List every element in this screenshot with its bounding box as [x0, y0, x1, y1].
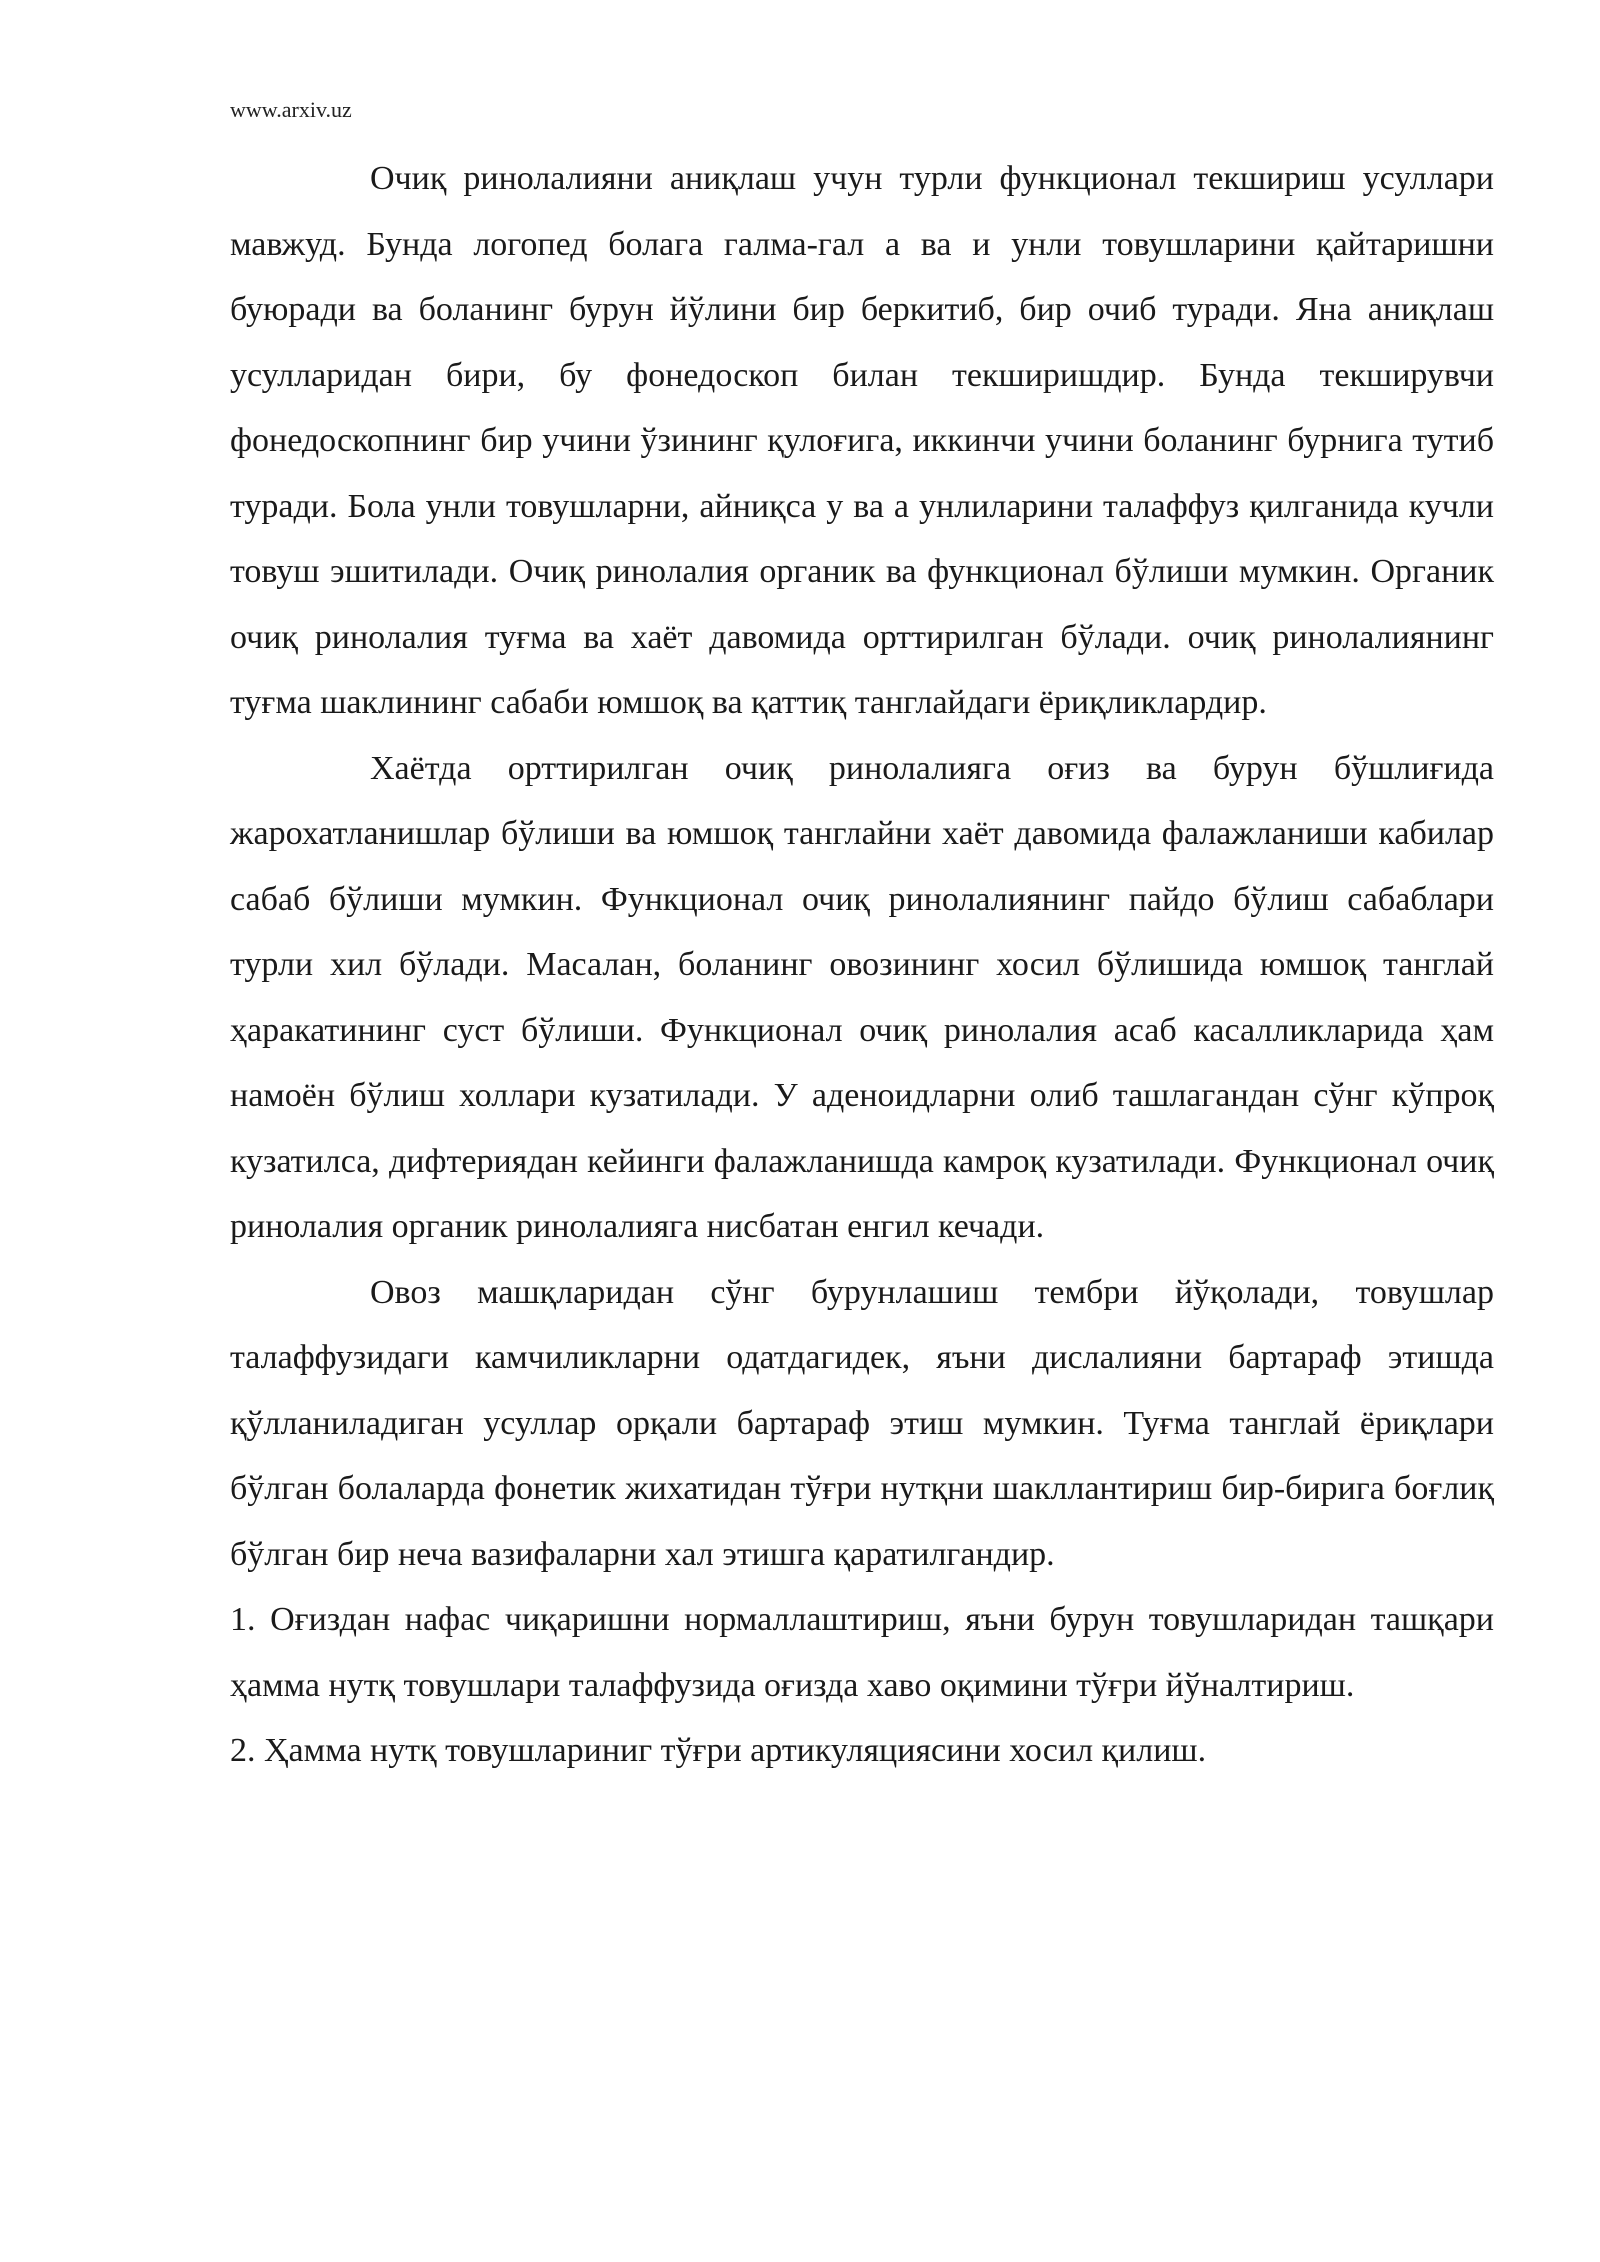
list-item-2: 2. Ҳамма нутқ товушлариниг тўғри артикуляциясини хосил қилиш.: [230, 1732, 1207, 1769]
paragraph-1: Очиқ ринолалияни аниқлаш учун турли функционал текшириш усуллари мавжуд. Бунда логопед болага галма-гал а ва и унли товушларини қайтаришни буюради ва боланинг бурун йўлини бир беркитиб, бир очиб туради. Яна аниқлаш усулларидан бири, бу фонедоскоп билан текширишдир. Бунда текширувчи фонедоскопнинг бир учини ўзининг қулоғига, иккинчи учини боланинг бурнига тутиб туради. Бола унли товушларни, айниқса у ва а унлиларини талаффуз қилганида кучли товуш эшитилади. Очиқ ринолалия органик ва функционал бўлиши мумкин. Органик очиқ ринолалия туғма ва хаёт давомида орттирилган бўлади. очиқ ринолалиянинг туғма шаклининг сабаби юмшоқ ва қаттиқ танглайдаги ёриқликлардир.: [230, 160, 1494, 721]
paragraph-2: Хаётда орттирилган очиқ ринолалияга оғиз ва бурун бўшлиғида жарохатланишлар бўлиши ва юмшоқ танглайни хаёт давомида фалажланиши кабилар сабаб бўлиши мумкин. Функционал очиқ ринолалиянинг пайдо бўлиш сабаблари турли хил бўлади. Масалан, боланинг овозининг хосил бўлишида юмшоқ танглай ҳаракатининг суст бўлиши. Функционал очиқ ринолалия асаб касалликларида ҳам намоён бўлиш холлари кузатилади. У аденоидларни олиб ташлагандан сўнг кўпроқ кузатилса, дифтериядан кейинги фалажланишда камроқ кузатилади. Функционал очиқ ринолалия органик ринолалияга нисбатан енгил кечади.: [230, 749, 1494, 1245]
header-site-url: www.arxiv.uz: [230, 97, 352, 122]
paragraph-3: Овоз машқларидан сўнг бурунлашиш тембри йўқолади, товушлар талаффузидаги камчиликларни одатдагидек, яъни дислалияни бартараф этишда қўлланиладиган усуллар орқали бартараф этиш мумкин. Туғма танглай ёриқлари бўлган болаларда фонетик жихатидан тўғри нутқни шакллантириш бир-бирига боғлиқ бўлган бир неча вазифаларни хал этишга қаратилгандир.: [230, 1273, 1494, 1573]
list-item-1: 1. Оғиздан нафас чиқаришни нормаллаштириш, яъни бурун товушларидан ташқари ҳамма нутқ товушлари талаффузида оғизда хаво оқимини тўғри йўналтириш.: [230, 1601, 1494, 1704]
document-body: [230, 146, 1494, 1784]
